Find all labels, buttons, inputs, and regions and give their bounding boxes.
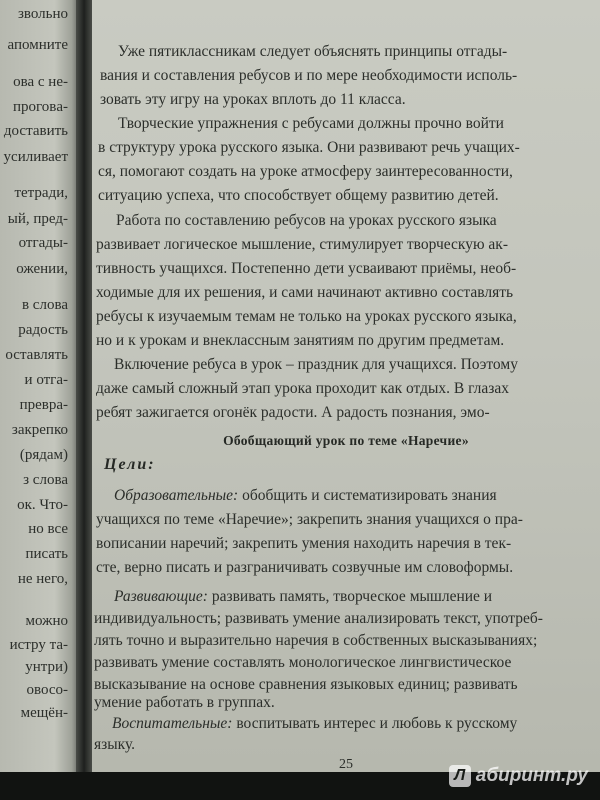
labirint-watermark-text: абиринт.ру — [475, 765, 588, 786]
left-page-fragment: не него, — [17, 571, 68, 587]
left-page-fragment: ова с не- — [13, 74, 68, 90]
left-page-fragment: апомните — [7, 37, 68, 53]
text-line: ребят зажигается огонёк радости. А радость познания, эмо- — [96, 404, 490, 421]
left-page-fragment: мещён- — [20, 705, 68, 721]
text-line: вания и составления ребусов и по мере необходимости исполь- — [100, 67, 518, 84]
left-page-edge — [0, 0, 78, 800]
text-line: лять точно и выразительно наречия в собственных высказываниях; — [94, 632, 538, 649]
text-line: развивать умение составлять монологическое лингвистическое — [94, 654, 512, 671]
left-page-fragment: проговa- — [12, 99, 68, 115]
left-page-fragment: можно — [25, 613, 68, 629]
text-line: языку. — [94, 736, 136, 753]
left-page-fragment: преврa- — [19, 397, 68, 413]
left-page-fragment: (рядам) — [19, 447, 68, 463]
left-page-fragment: в слова — [21, 297, 68, 313]
text-line: тивность учащихся. Постепенно дети усваивают приёмы, необ- — [96, 260, 517, 277]
text-line: ребусы к изучаемым темам не только на уроках русского языка, — [96, 308, 517, 325]
upbringing-goal-label: Воспитательные: — [112, 715, 233, 732]
text-line: в структуру урока русского языка. Они развивают речь учащих- — [98, 139, 520, 156]
text-line: умение работать в группах. — [94, 694, 275, 711]
left-page-fragment: и отга- — [24, 372, 68, 388]
text-line: Включение ребуса в урок – праздник для учащихся. Поэтому — [114, 356, 518, 373]
text-line: Творческие упражнения с ребусами должны прочно войти — [118, 115, 504, 132]
left-page-fragment: отгады- — [18, 235, 68, 251]
section-heading: Обобщающий урок по теме «Наречие» — [223, 433, 469, 448]
labirint-watermark — [449, 765, 588, 787]
text-line: вописании наречий; закрепить умения находить наречия в тек- — [96, 535, 512, 552]
text-line: развивает логическое мышление, стимулирует творческую ак- — [96, 236, 508, 253]
labirint-logo-icon: Л — [449, 765, 471, 787]
left-page-fragment: но все — [28, 521, 68, 537]
left-page-fragment: закрепко — [11, 422, 68, 438]
left-page-fragment: истру та- — [9, 637, 68, 653]
left-page-fragment: усиливает — [3, 149, 68, 165]
left-page-fragment: тетради, — [14, 185, 68, 201]
left-page-fragment: оставлять — [5, 347, 68, 363]
text-line: учащихся по теме «Наречие»; закрепить знания учащихся о пра- — [96, 511, 523, 528]
educational-goal-text: обобщить и систематизировать знания — [238, 487, 497, 504]
left-page-fragment: ок. Что- — [17, 497, 68, 513]
book-page — [92, 0, 600, 772]
left-page-fragment: овосо- — [26, 682, 68, 698]
developmental-goal-text: развивать память, творческое мышление и — [207, 588, 493, 605]
upbringing-goal-text: воспитывать интерес и любовь к русскому — [232, 715, 518, 732]
goals-label: Цели: — [104, 456, 156, 473]
educational-goal-line — [114, 488, 497, 504]
developmental-goal-line — [114, 589, 492, 605]
left-page-fragment: звольно — [17, 6, 68, 22]
left-page-fragment: радость — [18, 322, 68, 338]
developmental-goal-label: Развивающие: — [114, 588, 208, 605]
left-page-fragment: унтри) — [25, 659, 68, 675]
left-page-fragment: з слова — [23, 472, 68, 488]
text-line: ходимые для их решения, и сами начинают активно составлять — [96, 284, 514, 301]
text-line: сте, верно писать и разграничивать созвучные им словоформы. — [96, 559, 514, 576]
text-line: но и к урокам и внеклассным занятиям по другим предметам. — [96, 332, 505, 349]
text-line: ся, помогают создать на уроке атмосферу заинтересованности, — [98, 163, 513, 180]
left-page-fragment: ый, пред- — [7, 211, 68, 227]
left-page-fragment: писать — [25, 546, 68, 562]
text-line: высказывание на основе сравнения языковых единиц; развивать — [94, 676, 518, 693]
text-line: Уже пятиклассникам следует объяснять принципы отгады- — [118, 43, 508, 60]
page-number: 25 — [339, 757, 353, 772]
text-line: индивидуальность; развивать умение анализировать текст, употреб- — [94, 610, 543, 627]
left-page-fragment: доставить — [3, 123, 68, 139]
left-page-fragment: ожении, — [16, 261, 68, 277]
text-line: даже самый сложный этап урока проходит как отдых. В глазах — [96, 380, 510, 397]
educational-goal-label: Образовательные: — [114, 487, 239, 504]
text-line: зовать эту игру на уроках вплоть до 11 класса. — [100, 91, 406, 108]
text-line: Работа по составлению ребусов на уроках русского языка — [116, 212, 497, 229]
upbringing-goal-line — [112, 716, 517, 732]
text-line: ситуацию успеха, что способствует общему развитию детей. — [98, 187, 499, 204]
